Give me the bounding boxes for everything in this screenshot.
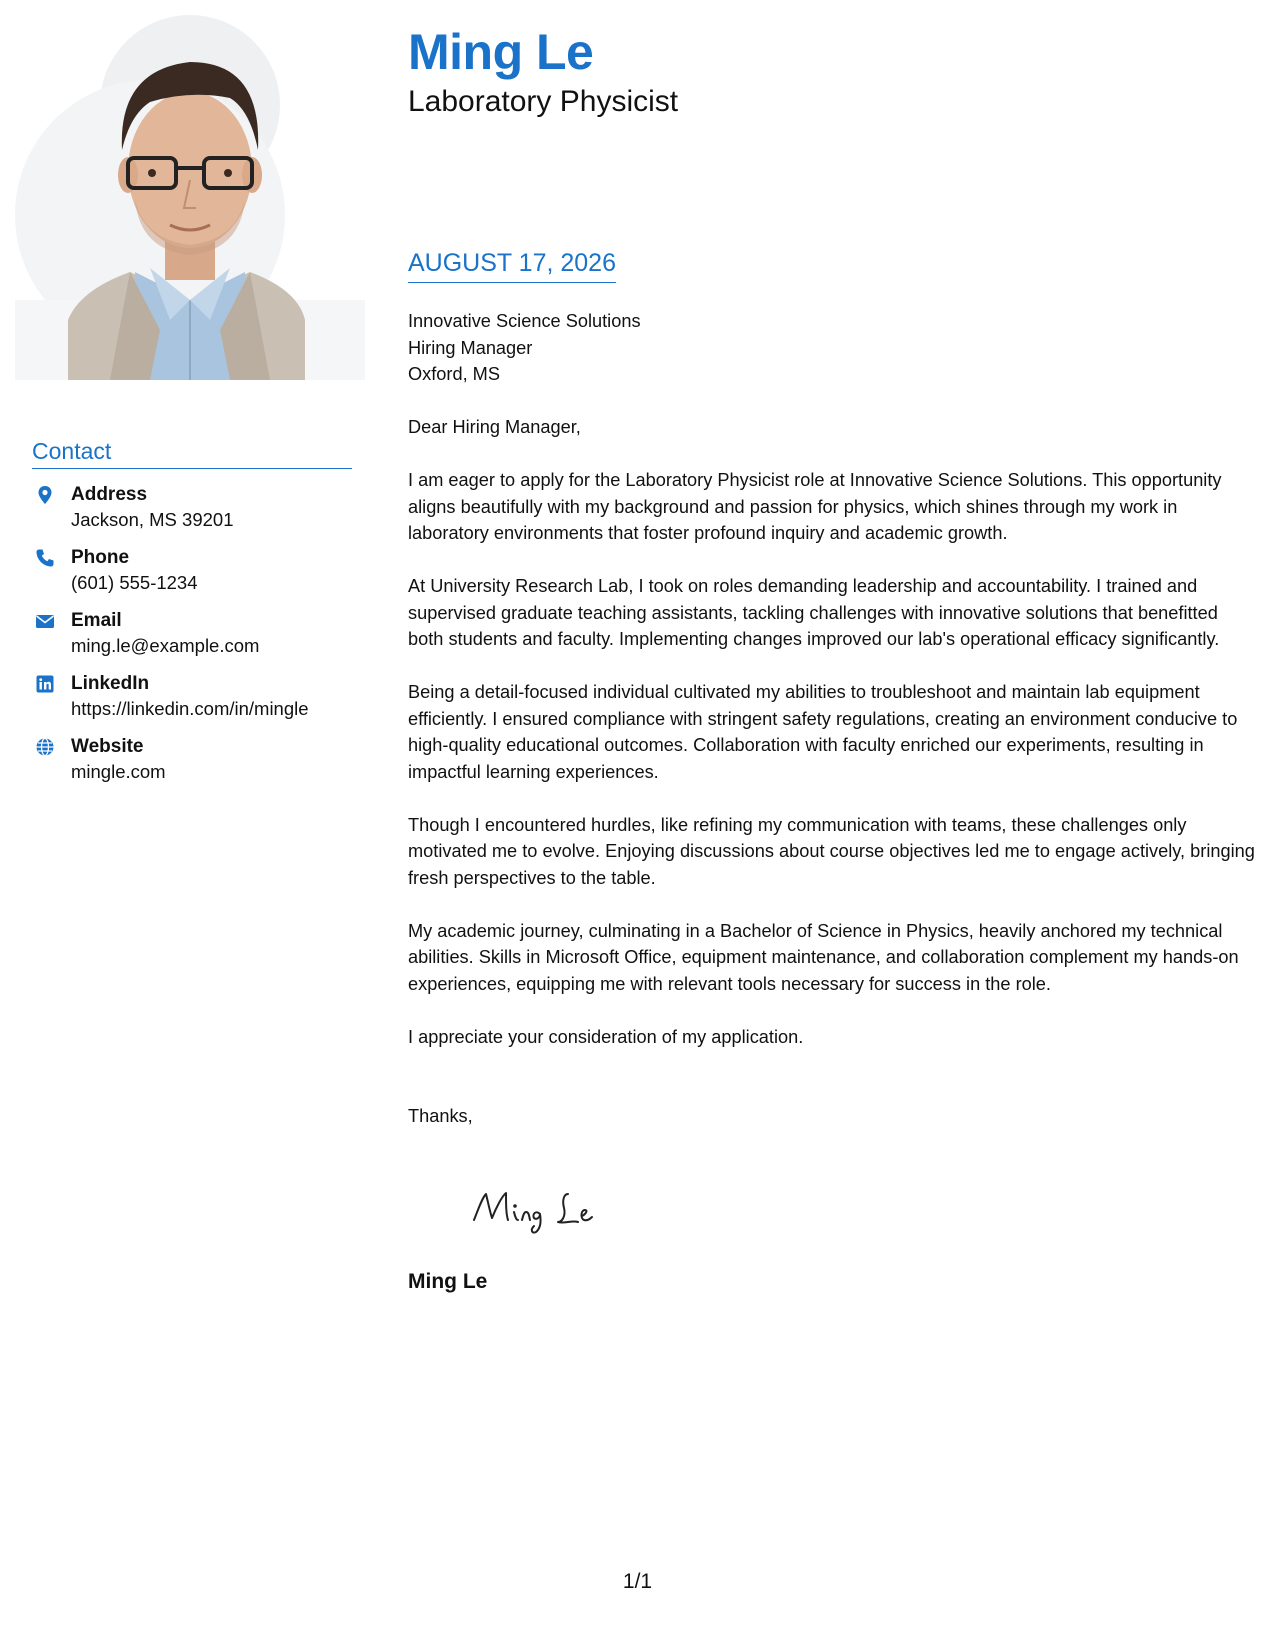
recipient-company: Innovative Science Solutions	[408, 311, 641, 331]
body-paragraph: At University Research Lab, I took on roles demanding leadership and accountability. I trained and supervised graduate teaching assistants, tackling challenges with innovative solutions that benefitted both students and faculty. Implementing changes improved our lab's operational efficacy significantly.	[408, 576, 1220, 649]
closing: Thanks,	[408, 1106, 473, 1126]
linkedin-link[interactable]: https://linkedin.com/in/mingle	[71, 698, 309, 719]
contact-label: Phone	[71, 547, 130, 568]
contact-label: Address	[71, 484, 148, 505]
contact-label: Website	[71, 736, 144, 757]
envelope-icon	[35, 611, 55, 631]
contact-list	[32, 483, 352, 798]
signature-image	[468, 1180, 638, 1240]
recipient-location: Oxford, MS	[408, 364, 500, 384]
contact-item-phone	[32, 546, 352, 609]
body-paragraph: I appreciate your consideration of my application.	[408, 1026, 804, 1047]
contact-label: LinkedIn	[71, 673, 150, 694]
contact-section	[32, 438, 352, 798]
page-number: 1/1	[622, 1570, 653, 1593]
globe-icon	[35, 737, 55, 757]
recipient-role: Hiring Manager	[408, 337, 533, 358]
location-pin-icon	[35, 485, 55, 505]
contact-item-website	[32, 735, 352, 798]
letter-date: AUGUST 17, 2026	[408, 248, 616, 283]
contact-item-email	[32, 609, 352, 672]
contact-heading: Contact	[32, 438, 352, 469]
contact-item-address	[32, 483, 352, 546]
applicant-name: Ming Le	[408, 24, 594, 80]
linkedin-icon	[35, 674, 55, 694]
body-paragraph: My academic journey, culminating in a Bachelor of Science in Physics, heavily anchored my technical abilities. Skills in Microsoft Office, equipment maintenance, and collaboration complement my hands-on experiences, equipping me with relevant tools necessary for success in the role.	[408, 920, 1239, 994]
body-paragraph: Being a detail-focused individual cultivated my abilities to troubleshoot and maintain lab equipment efficiently. I ensured compliance with stringent safety regulations, creating an environment conducive to high-quality educational outcomes. Collaboration with faculty enriched our experiments, resulting in impactful learning experiences.	[408, 682, 1238, 782]
recipient-block	[408, 308, 1258, 388]
contact-item-linkedin	[32, 672, 352, 735]
signer-name: Ming Le	[408, 1270, 488, 1293]
address-value: Jackson, MS 39201	[71, 509, 234, 530]
salutation: Dear Hiring Manager,	[408, 417, 581, 437]
body-paragraph: Though I encountered hurdles, like refining my communication with teams, these challenges only motivated me to evolve. Enjoying discussions about course objectives led me to engage actively, bringing fresh perspectives to the table.	[408, 814, 1255, 888]
letter-body	[408, 308, 1258, 1130]
website-link[interactable]: mingle.com	[71, 761, 166, 782]
job-title: Laboratory Physicist	[408, 85, 679, 118]
body-paragraph: I am eager to apply for the Laboratory Physicist role at Innovative Science Solutions. This opportunity aligns beautifully with my background and passion for physics, which shines through my work in laboratory environments that foster profound inquiry and academic growth.	[408, 470, 1222, 543]
phone-icon	[35, 548, 55, 568]
profile-photo	[0, 0, 380, 380]
contact-label: Email	[71, 610, 122, 631]
email-link[interactable]: ming.le@example.com	[71, 635, 260, 656]
phone-value: (601) 555-1234	[71, 572, 198, 593]
